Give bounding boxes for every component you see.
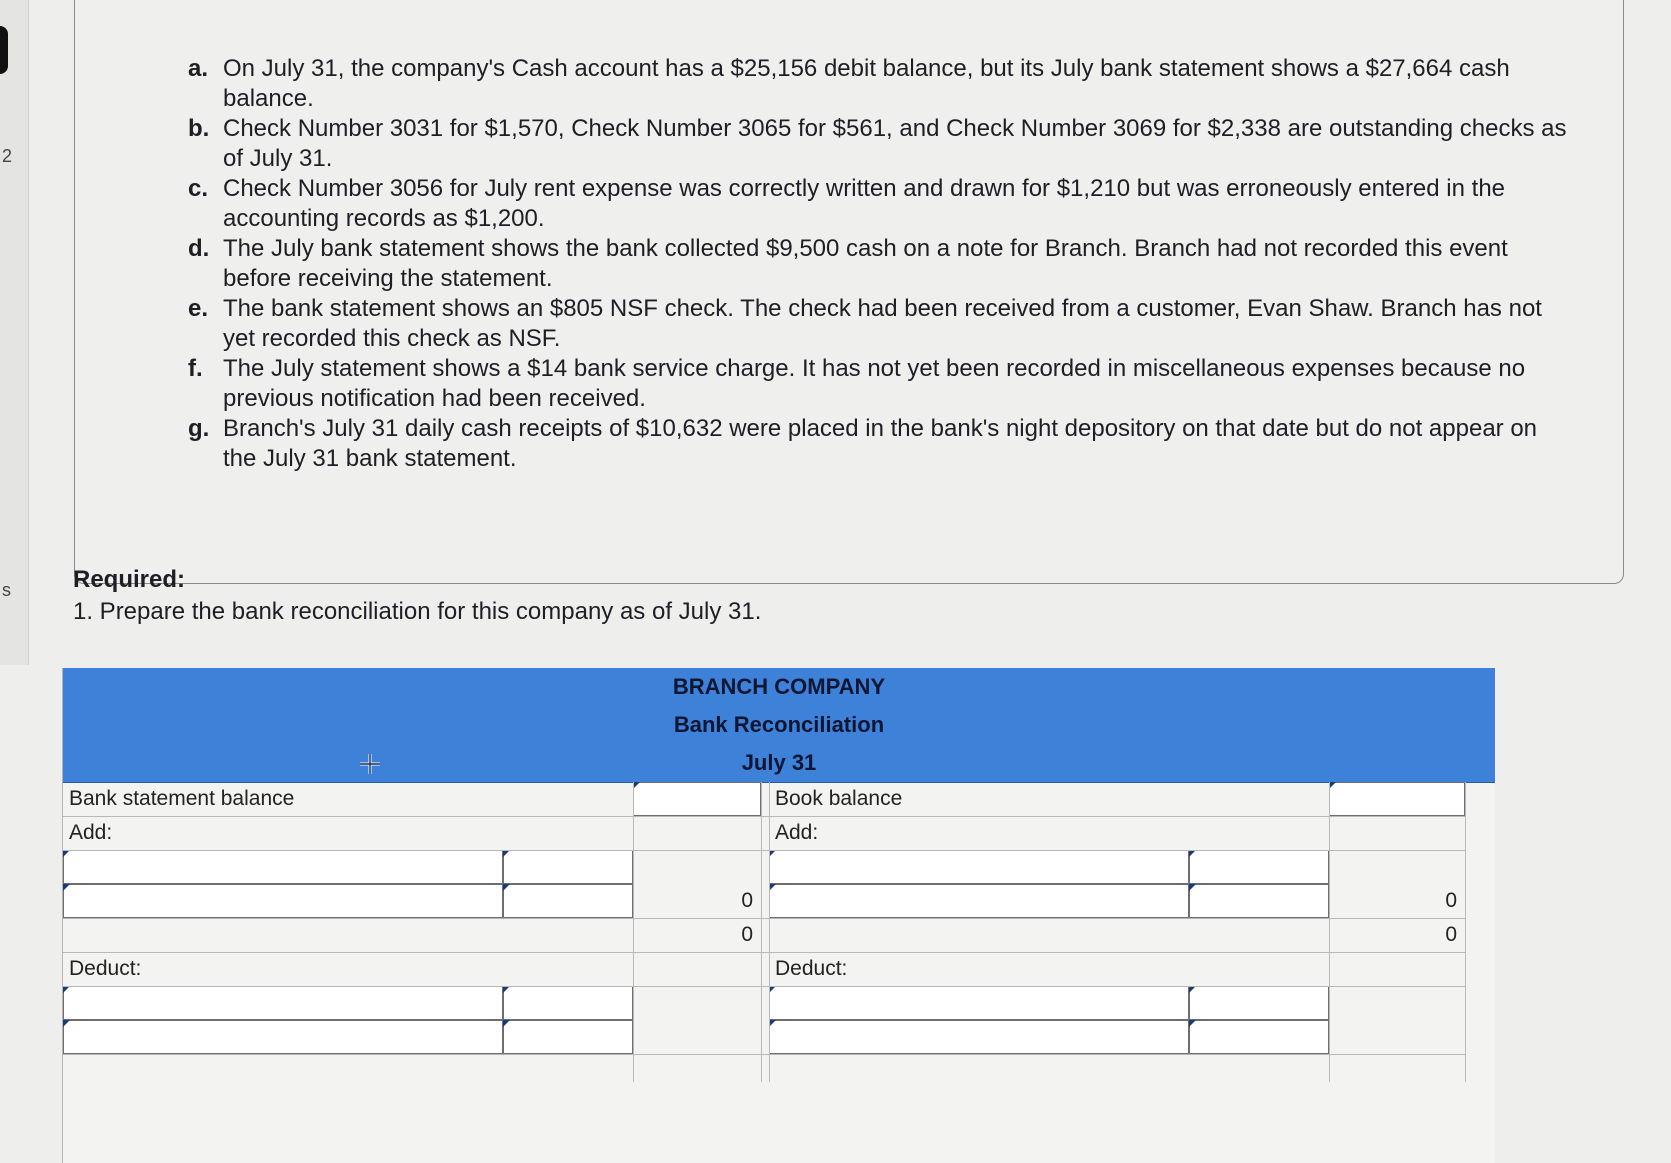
book-add-amount-1[interactable] (1189, 850, 1329, 884)
date-header: July 31 (63, 744, 1495, 783)
book-add-label: Add: (775, 821, 819, 844)
list-item: f. The July statement shows a $14 bank service charge. It has not yet been recorded in miscellaneous expenses because no previous notification had been received. (188, 355, 1526, 412)
book-balance-input[interactable] (1329, 782, 1465, 816)
bank-reconciliation-table (62, 668, 1495, 1163)
book-add-description-1[interactable] (769, 850, 1189, 884)
list-item: a. On July 31, the company's Cash account has a $25,156 debit balance, but its July bank statement shows a $27,664 cash balance. (188, 55, 1510, 112)
grid-line (1329, 782, 1330, 1082)
bank-deduct-amount-1[interactable] (503, 986, 633, 1020)
book-add-description-2[interactable] (769, 884, 1189, 918)
grid-line (63, 952, 1465, 953)
book-deduct-amount-1[interactable] (1189, 986, 1329, 1020)
grid-line (761, 782, 762, 1082)
list-item: e. The bank statement shows an $805 NSF check. The check had been received from a customer, Evan Shaw. Branch has not yet recorded this check as NSF. (188, 295, 1542, 352)
bank-add-label: Add: (69, 821, 113, 844)
list-item: b. Check Number 3031 for $1,570, Check Number 3065 for $561, and Check Number 3069 for $2,338 are outstanding checks as of July 31. (188, 115, 1567, 172)
problem-list (188, 54, 1568, 474)
bank-statement-balance-input[interactable] (633, 782, 761, 816)
required-heading: Required: (73, 566, 186, 593)
statement-title-header: Bank Reconciliation (63, 706, 1495, 745)
left-gutter (0, 0, 29, 665)
grid-line (63, 1054, 1465, 1055)
book-balance-label: Book balance (775, 787, 903, 810)
move-icon[interactable] (358, 752, 382, 776)
grid-line (633, 782, 634, 1082)
grid-line (63, 850, 1465, 851)
bank-deduct-amount-2[interactable] (503, 1020, 633, 1054)
book-add-subtotal: 0 (1445, 889, 1457, 912)
gutter-mark: 2 (2, 146, 13, 166)
grid-line (63, 918, 1465, 919)
book-add-amount-2[interactable] (1189, 884, 1329, 918)
bank-statement-balance-label: Bank statement balance (69, 787, 295, 810)
bank-add-amount-2[interactable] (503, 884, 633, 918)
book-deduct-amount-2[interactable] (1189, 1020, 1329, 1054)
bank-add-description-1[interactable] (63, 850, 503, 884)
bank-add-description-2[interactable] (63, 884, 503, 918)
grid-line (63, 816, 1465, 817)
grid-line (1465, 782, 1466, 1082)
bank-adjusted-subtotal: 0 (741, 923, 753, 946)
gutter-mark: s (2, 580, 11, 600)
scroll-indicator (0, 26, 8, 74)
bank-add-amount-1[interactable] (503, 850, 633, 884)
list-item: c. Check Number 3056 for July rent expense was correctly written and drawn for $1,210 but was erroneously entered in the accounting records as $1,200. (188, 175, 1506, 232)
bank-deduct-description-1[interactable] (63, 986, 503, 1020)
book-adjusted-subtotal: 0 (1445, 923, 1457, 946)
list-item: g. Branch's July 31 daily cash receipts of $10,632 were placed in the bank's night depository on that date but do not appear on the July 31 bank statement. (188, 415, 1538, 472)
required-task: 1. Prepare the bank reconciliation for this company as of July 31. (73, 598, 762, 625)
company-name-header: BRANCH COMPANY (63, 668, 1495, 707)
list-item: d. The July bank statement shows the bank collected $9,500 cash on a note for Branch. Branch had not recorded this event before receiving the statement. (188, 235, 1508, 292)
bank-add-subtotal: 0 (741, 889, 753, 912)
book-deduct-description-2[interactable] (769, 1020, 1189, 1054)
bank-deduct-description-2[interactable] (63, 1020, 503, 1054)
grid-line (63, 986, 1465, 987)
grid-line (769, 782, 770, 1082)
book-deduct-label: Deduct: (775, 957, 848, 980)
bank-deduct-label: Deduct: (69, 957, 142, 980)
book-deduct-description-1[interactable] (769, 986, 1189, 1020)
